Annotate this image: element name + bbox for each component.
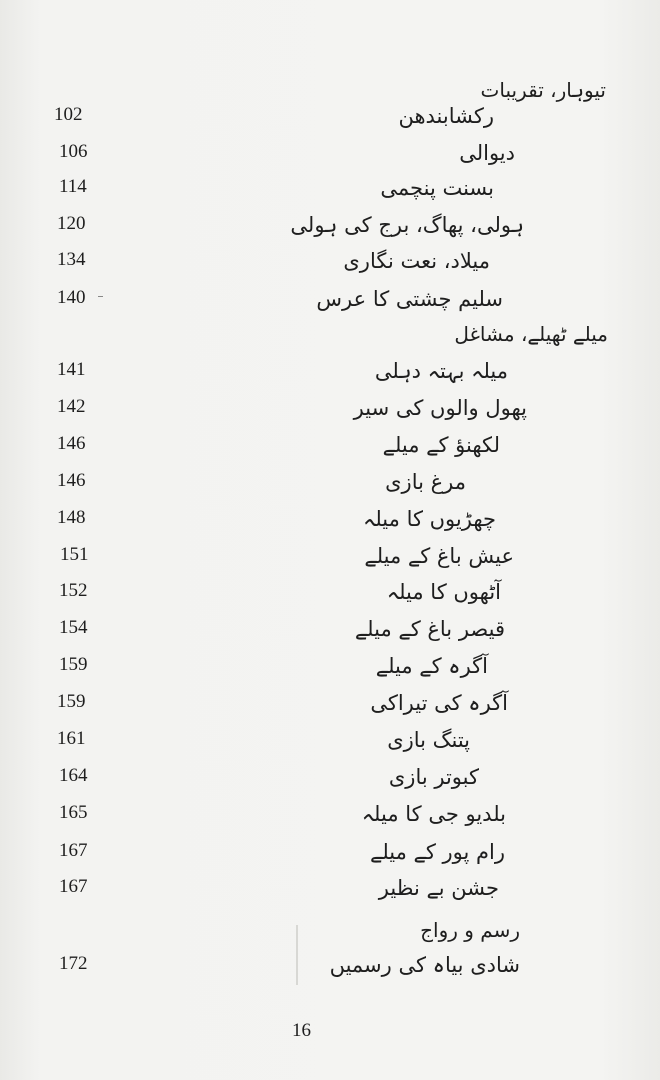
toc-entry[interactable]: [0, 507, 496, 541]
toc-entry[interactable]: [0, 654, 488, 688]
entry-title: آٹھوں کا میلہ: [386, 580, 501, 604]
entry-title: قیصر باغ کے میلے: [354, 617, 505, 641]
entry-title: جشن بے نظیر: [378, 876, 499, 900]
toc-entry[interactable]: [0, 359, 508, 393]
entry-page: 151: [60, 544, 89, 565]
entry-page: 102: [54, 104, 83, 125]
toc-entry[interactable]: [0, 876, 499, 910]
entry-title: رکشابندھن: [398, 104, 494, 128]
toc-entry[interactable]: [0, 141, 515, 175]
toc-entry[interactable]: [0, 433, 500, 467]
entry-page: 159: [57, 691, 86, 712]
entry-page: 165: [59, 802, 88, 823]
entry-page: 164: [59, 765, 88, 786]
entry-page: 172: [59, 953, 88, 974]
toc-entry[interactable]: [0, 213, 524, 247]
toc-entry[interactable]: [0, 544, 514, 578]
toc-entry[interactable]: [0, 176, 494, 210]
entry-page: 167: [59, 876, 88, 897]
entry-page: 106: [59, 141, 88, 162]
entry-title: بلدیو جی کا میلہ: [361, 802, 506, 826]
entry-title: ہولی، پھاگ، برج کی ہولی: [290, 213, 524, 237]
entry-title: بسنت پنچمی: [380, 176, 494, 200]
entry-page: 141: [57, 359, 86, 380]
toc-entry[interactable]: [0, 104, 494, 138]
entry-page: 140: [57, 287, 86, 308]
entry-page: 114: [59, 176, 87, 197]
entry-page: 120: [57, 213, 86, 234]
entry-title: رام پور کے میلے: [370, 840, 505, 864]
toc-entry[interactable]: [0, 765, 479, 799]
toc-entry[interactable]: [0, 580, 501, 614]
toc-entry[interactable]: [0, 617, 505, 651]
entry-page: 146: [57, 470, 86, 491]
entry-page: 146: [57, 433, 86, 454]
entry-page: 152: [59, 580, 88, 601]
toc-entry[interactable]: [0, 840, 505, 874]
entry-title: میلہ بہتہ دہلی: [374, 359, 508, 383]
section-heading-customs: رسم و رواج: [420, 918, 520, 942]
entry-title: کبوتر بازی: [388, 765, 479, 789]
entry-page: 148: [57, 507, 86, 528]
entry-title: میلاد، نعت نگاری: [343, 249, 490, 273]
entry-title: لکھنؤ کے میلے: [382, 433, 500, 457]
toc-entry[interactable]: [0, 470, 466, 504]
toc-entry[interactable]: [0, 396, 527, 430]
entry-title: سلیم چشتی کا عرس: [316, 287, 503, 311]
entry-page: 154: [59, 617, 88, 638]
entry-title: آگرہ کے میلے: [375, 654, 488, 678]
toc-entry[interactable]: [0, 728, 470, 762]
entry-page: 167: [59, 840, 88, 861]
toc-entry[interactable]: [0, 802, 506, 836]
toc-entry[interactable]: [0, 953, 520, 987]
entry-title: مرغ بازی: [385, 470, 466, 494]
entry-page: 161: [57, 728, 86, 749]
entry-title: شادی بیاہ کی رسمیں: [329, 953, 520, 977]
entry-page: 159: [59, 654, 88, 675]
section-heading-festivals: تیوہار، تقریبات: [480, 78, 606, 102]
toc-entry[interactable]: [0, 691, 508, 725]
entry-title: پتنگ بازی: [387, 728, 470, 752]
entry-title: دیوالی: [459, 141, 515, 165]
entry-title: عیش باغ کے میلے: [364, 544, 514, 568]
entry-page: 134: [57, 249, 86, 270]
toc-entry[interactable]: [0, 287, 503, 321]
entry-page: 142: [57, 396, 86, 417]
entry-title: چھڑیوں کا میلہ: [363, 507, 496, 531]
toc-entry[interactable]: [0, 249, 490, 283]
page-number: 16: [292, 1020, 311, 1041]
entry-title: آگرہ کی تیراکی: [370, 691, 508, 715]
entry-title: پھول والوں کی سیر: [353, 396, 527, 420]
section-heading-fairs: میلے ٹھیلے، مشاغل: [454, 322, 608, 346]
